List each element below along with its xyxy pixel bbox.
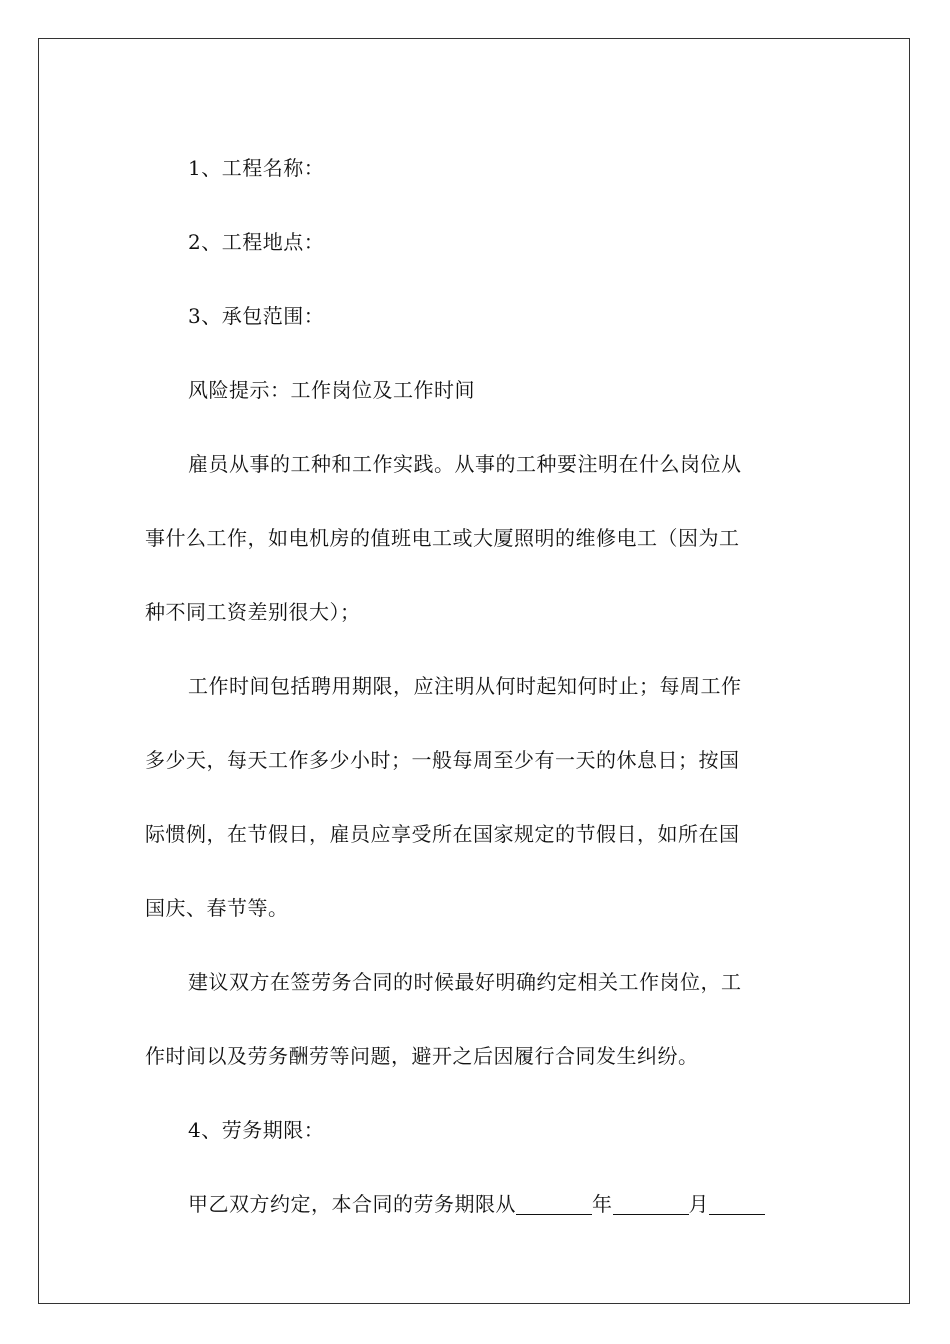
document-body bbox=[145, 131, 805, 1241]
day-blank bbox=[709, 1194, 765, 1215]
paragraph-line: 国庆、春节等。 bbox=[145, 896, 289, 920]
year-blank bbox=[516, 1194, 592, 1215]
paragraph-line: 作时间以及劳务酬劳等问题，避开之后因履行合同发生纠纷。 bbox=[145, 1044, 699, 1068]
paragraph-line: 多少天，每天工作多少小时；一般每周至少有一天的休息日；按国 bbox=[145, 748, 740, 772]
paragraph-line: 雇员从事的工种和工作实践。从事的工种要注明在什么岗位从 bbox=[188, 452, 742, 476]
month-label: 月 bbox=[688, 1192, 709, 1216]
clause-project-location: 2、工程地点： bbox=[188, 230, 325, 254]
paragraph-line: 事什么工作，如电机房的值班电工或大厦照明的维修电工（因为工 bbox=[145, 526, 740, 550]
paragraph-line: 际惯例，在节假日，雇员应享受所在国家规定的节假日，如所在国 bbox=[145, 822, 740, 846]
paragraph-line: 种不同工资差别很大）； bbox=[145, 600, 361, 624]
paragraph-line: 工作时间包括聘用期限，应注明从何时起知何时止；每周工作 bbox=[188, 674, 742, 698]
year-label: 年 bbox=[592, 1192, 613, 1216]
clause-service-term: 4、劳务期限： bbox=[188, 1118, 325, 1142]
paragraph-line: 建议双方在签劳务合同的时候最好明确约定相关工作岗位，工 bbox=[188, 970, 742, 994]
risk-tip-heading: 风险提示：工作岗位及工作时间 bbox=[188, 378, 475, 402]
service-term-line bbox=[145, 1167, 805, 1241]
clause-project-name: 1、工程名称： bbox=[188, 156, 325, 180]
clause-contract-scope: 3、承包范围： bbox=[188, 304, 325, 328]
month-blank bbox=[613, 1194, 689, 1215]
service-term-prefix: 甲乙双方约定，本合同的劳务期限从 bbox=[188, 1192, 516, 1216]
